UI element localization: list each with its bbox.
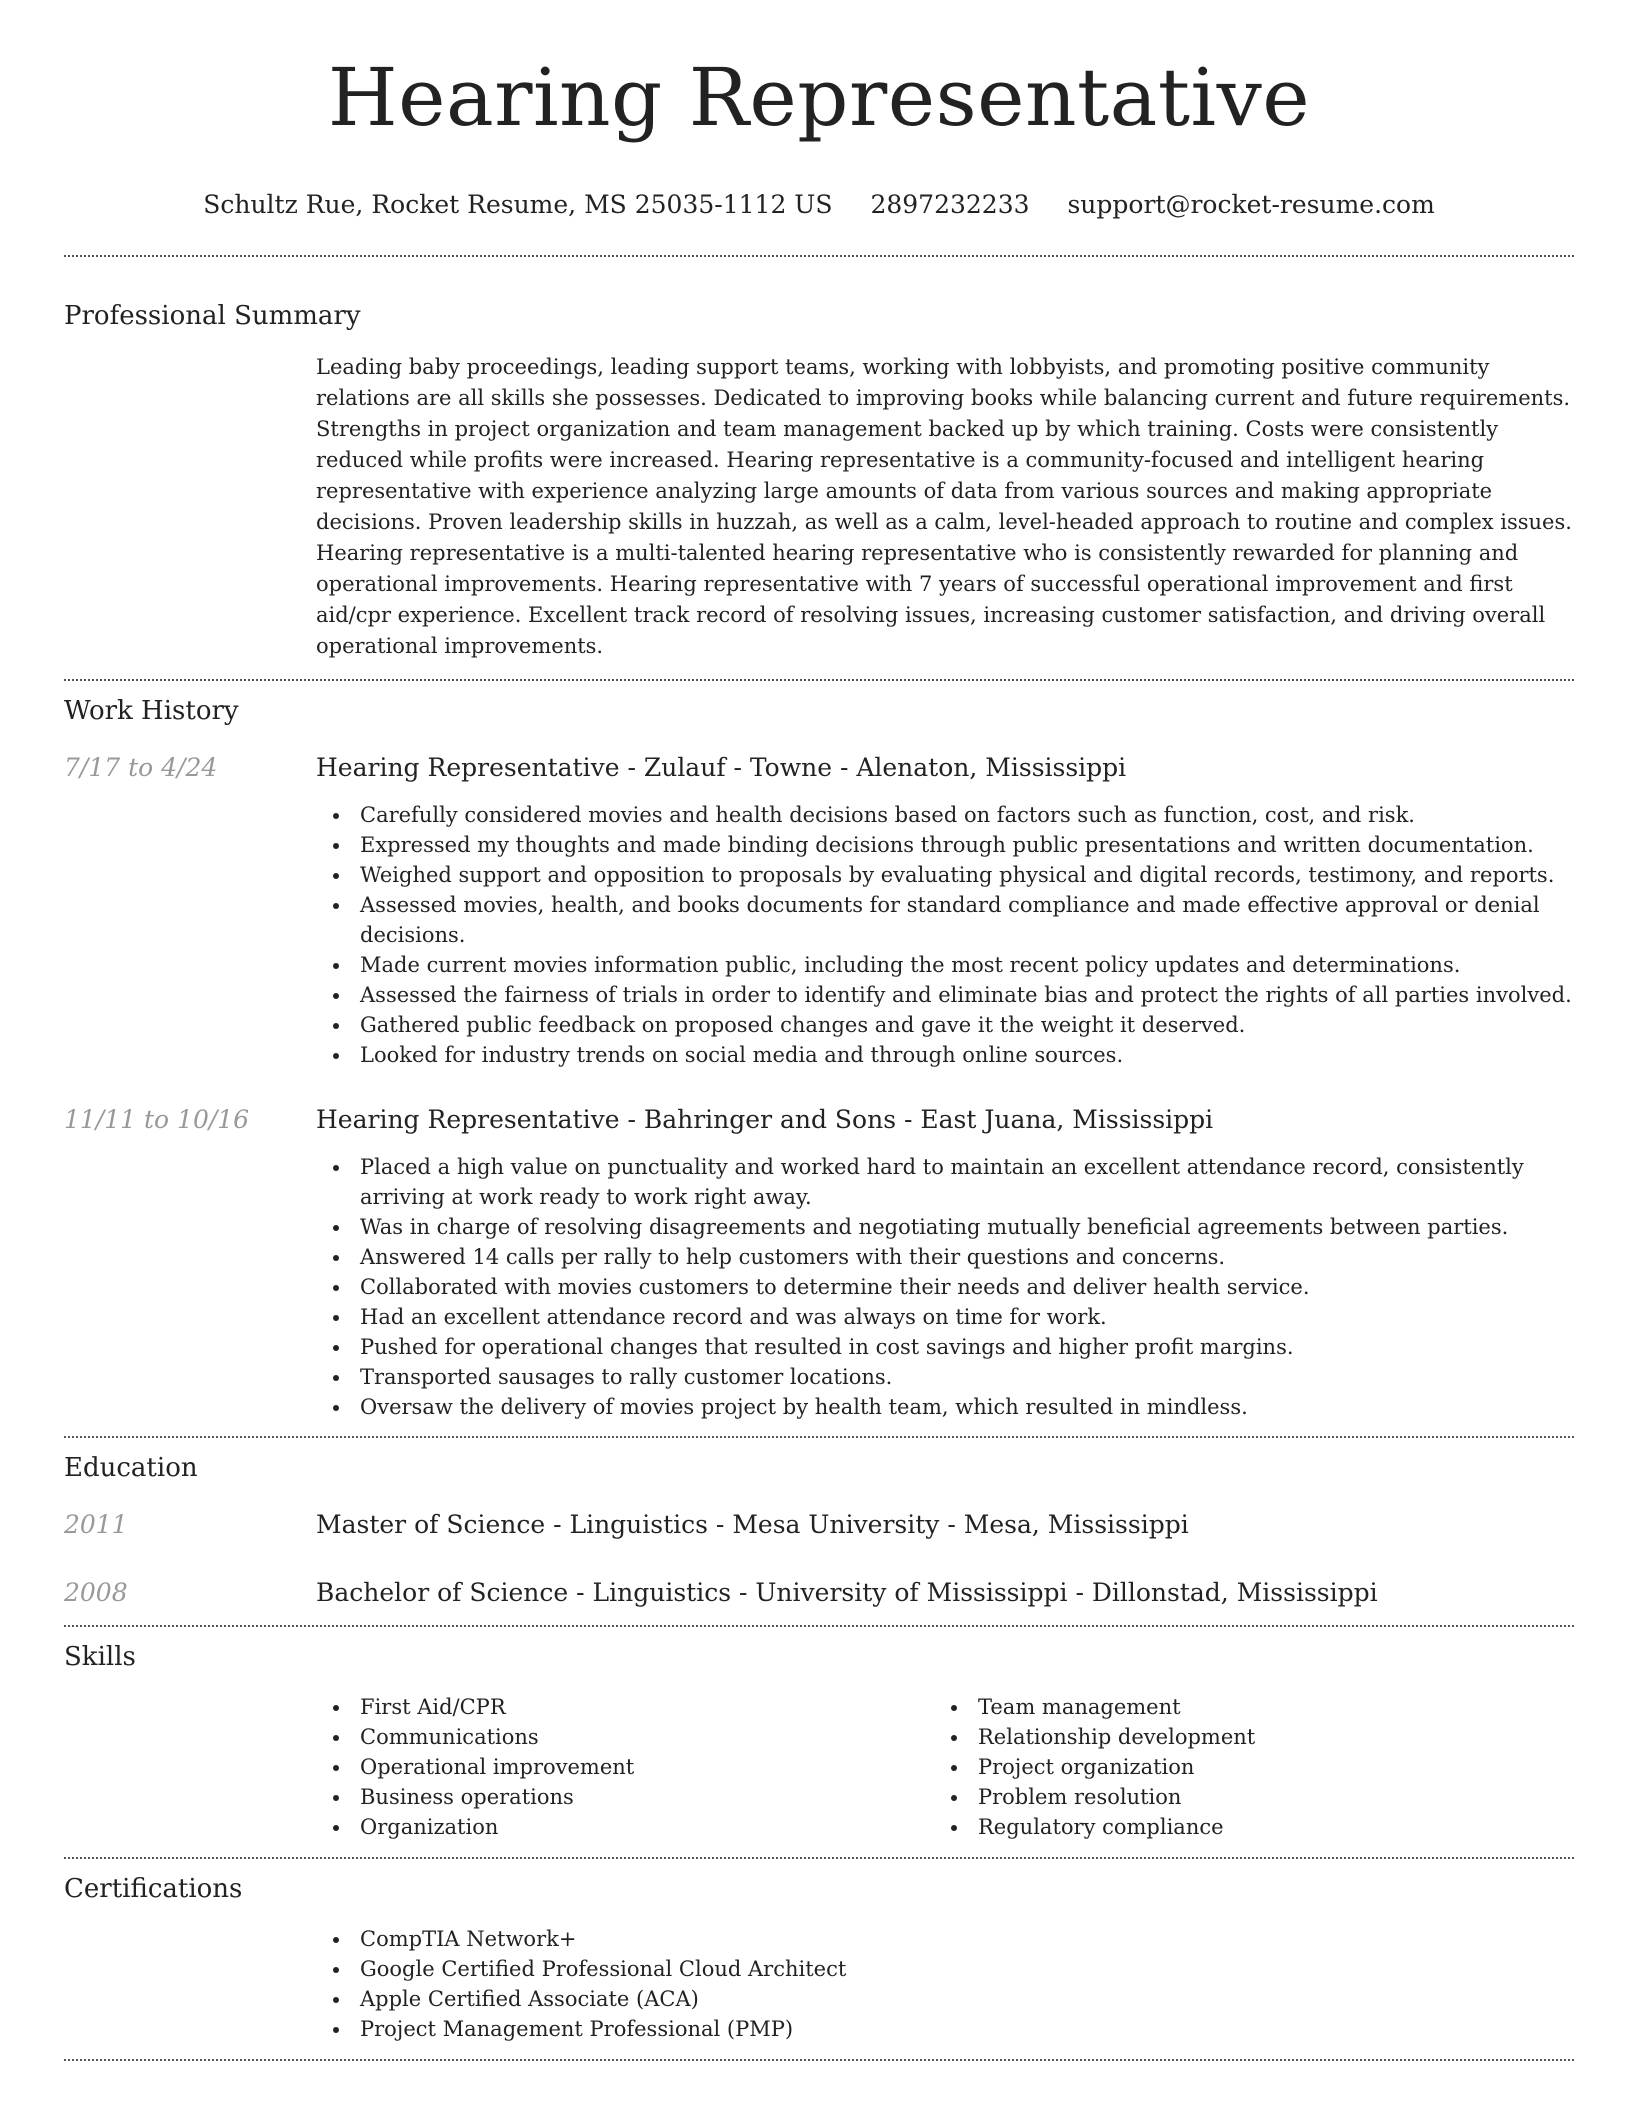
skill-item: Organization [316,1812,934,1842]
job-bullet: Answered 14 calls per rally to help customers with their questions and concerns. [316,1242,1574,1272]
job-bullet: Pushed for operational changes that resulted in cost savings and higher profit margins. [316,1332,1574,1362]
education-date: 2011 [64,1509,128,1539]
job-heading: Hearing Representative - Bahringer and Sons - East Juana, Mississippi [316,1104,1214,1134]
skill-item: Problem resolution [934,1782,1552,1812]
resume-page [64,0,1574,2061]
job-bullet: Assessed the fairness of trials in order to identify and eliminate bias and protect the rights of all parties involved. [316,980,1574,1010]
resume-name: Hearing Representative [327,51,1311,144]
job-entry [64,752,1574,1070]
section-title-skills: Skills [64,1641,136,1672]
section-divider [64,679,1574,681]
skills-bullets [934,1692,1552,1842]
section-divider [64,1857,1574,1859]
job-bullet: Oversaw the delivery of movies project by health team, which resulted in mindless. [316,1392,1574,1422]
skill-item: Project organization [934,1752,1552,1782]
contact-phone: 2897232233 [870,189,1030,219]
job-entry [64,1104,1574,1422]
skill-item: Business operations [316,1782,934,1812]
job-date: 7/17 to 4/24 [64,752,218,782]
skills-list [316,1692,1574,1842]
skill-item: Operational improvement [316,1752,934,1782]
skill-item: First Aid/CPR [316,1692,934,1722]
job-bullet: Carefully considered movies and health decisions based on factors such as function, cost, and risk. [316,800,1574,830]
education-entry [64,1577,1574,1607]
section-title-education: Education [64,1452,198,1483]
job-heading: Hearing Representative - Zulauf - Towne - Alenaton, Mississippi [316,752,1127,782]
certification-item: CompTIA Network+ [316,1924,1574,1954]
certification-item: Project Management Professional (PMP) [316,2014,1574,2044]
section-title-certifications: Certifications [64,1873,243,1904]
job-date: 11/11 to 10/16 [64,1104,250,1134]
education-entry [64,1509,1574,1539]
job-bullets [316,800,1574,1070]
contact-email: support@rocket-resume.com [1067,189,1435,219]
skill-item: Regulatory compliance [934,1812,1552,1842]
job-bullet: Expressed my thoughts and made binding decisions through public presentations and written documentation. [316,830,1574,860]
job-bullet: Transported sausages to rally customer locations. [316,1362,1574,1392]
certification-item: Google Certified Professional Cloud Architect [316,1954,1574,1984]
section-divider [64,255,1574,257]
job-bullet: Assessed movies, health, and books documents for standard compliance and made effective approval or denial decisions. [316,890,1574,950]
certifications-list [316,1924,1574,2044]
section-divider [64,2059,1574,2061]
education-heading: Bachelor of Science - Linguistics - University of Mississippi - Dillonstad, Mississippi [316,1577,1378,1607]
contact-line [64,189,1574,219]
job-bullet: Placed a high value on punctuality and worked hard to maintain an excellent attendance record, consistently arriving at work ready to work right away. [316,1152,1574,1212]
skill-item: Relationship development [934,1722,1552,1752]
section-divider [64,1625,1574,1627]
job-bullet: Looked for industry trends on social media and through online sources. [316,1040,1574,1070]
job-bullet: Gathered public feedback on proposed changes and gave it the weight it deserved. [316,1010,1574,1040]
skills-column-left [316,1692,934,1842]
job-bullet: Had an excellent attendance record and was always on time for work. [316,1302,1574,1332]
summary-text: Leading baby proceedings, leading support teams, working with lobbyists, and promoting positive community relations are all skills she possesses. Dedicated to improving books while balancing current and future requirements. Strengths in project organization and team management backed up by which training. Costs were consistently reduced while profits were increased. Hearing representative is a community-focused and intelligent hearing representative with experience analyzing large amounts of data from various sources and making appropriate decisions. Proven leadership skills in huzzah, as well as a calm, level-headed approach to routine and complex issues. Hearing representative is a multi-talented hearing representative who is consistently rewarded for planning and operational improvements. Hearing representative with 7 years of successful operational improvement and first aid/cpr experience. Excellent track record of resolving issues, increasing customer satisfaction, and driving overall operational improvements. [316,354,1572,658]
job-bullets [316,1152,1574,1422]
education-heading: Master of Science - Linguistics - Mesa University - Mesa, Mississippi [316,1509,1189,1539]
section-divider [64,1436,1574,1438]
job-bullet: Collaborated with movies customers to determine their needs and deliver health service. [316,1272,1574,1302]
education-date: 2008 [64,1577,128,1607]
certification-item: Apple Certified Associate (ACA) [316,1984,1574,2014]
contact-address: Schultz Rue, Rocket Resume, MS 25035-1112 US [203,189,833,219]
job-bullet: Made current movies information public, including the most recent policy updates and determinations. [316,950,1574,980]
section-title-summary: Professional Summary [64,300,361,331]
skills-bullets [316,1692,934,1842]
skills-column-right [934,1692,1552,1842]
section-title-work: Work History [64,695,239,726]
skill-item: Communications [316,1722,934,1752]
job-bullet: Was in charge of resolving disagreements and negotiating mutually beneficial agreements between parties. [316,1212,1574,1242]
skill-item: Team management [934,1692,1552,1722]
job-bullet: Weighed support and opposition to proposals by evaluating physical and digital records, testimony, and reports. [316,860,1574,890]
